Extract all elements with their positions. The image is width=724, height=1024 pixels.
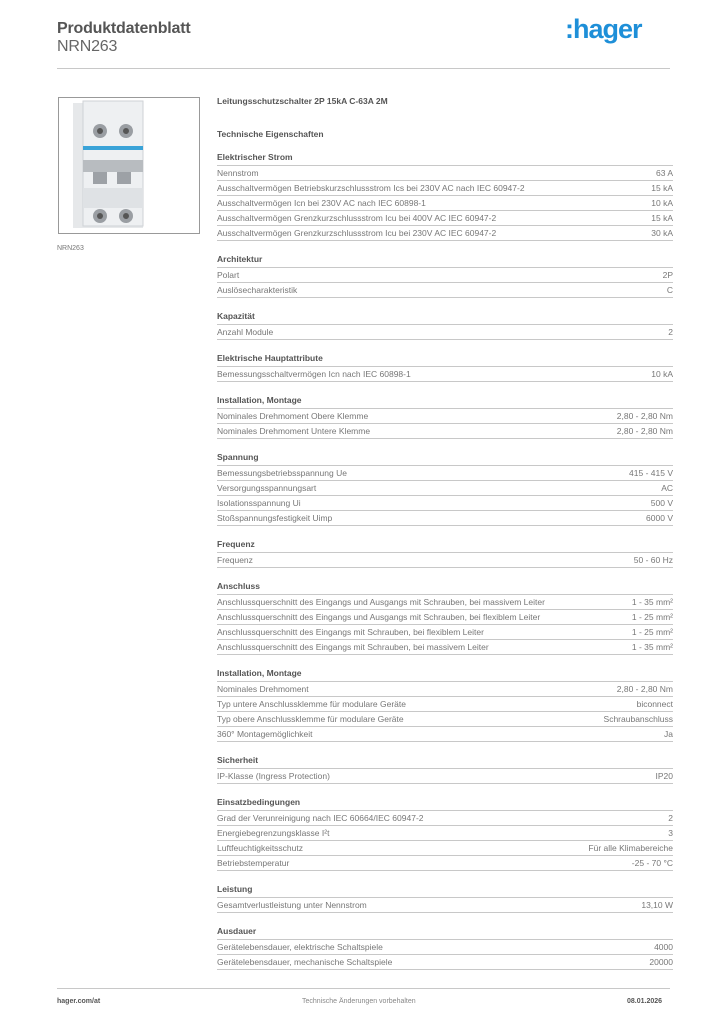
spec-label: Luftfeuchtigkeitsschutz [217,843,303,853]
spec-value: 1 - 25 mm² [631,627,673,637]
spec-label: Anschlussquerschnitt des Eingangs und Ausgangs mit Schrauben, bei massivem Leiter [217,597,545,607]
hager-logo: :hager [565,14,642,44]
spec-label: Gerätelebensdauer, elektrische Schaltspiele [217,942,383,952]
spec-value: biconnect [636,699,673,709]
spec-section [217,884,673,913]
spec-value: Ja [664,729,673,739]
section-heading: Architektur [217,254,673,268]
spec-row [217,841,673,856]
spec-value: 63 A [655,168,673,178]
product-name: Leitungsschutzschalter 2P 15kA C-63A 2M [217,96,388,106]
spec-label: Grad der Verunreinigung nach IEC 60664/IEC 60947-2 [217,813,424,823]
spec-value: 1 - 35 mm² [631,642,673,652]
spec-label: Typ untere Anschlussklemme für modulare Geräte [217,699,406,709]
spec-label: Bemessungsschaltvermögen Icn nach IEC 60898-1 [217,369,411,379]
spec-label: 360° Montagemöglichkeit [217,729,313,739]
spec-section [217,152,673,241]
spec-label: Stoßspannungsfestigkeit Uimp [217,513,333,523]
spec-value: 15 kA [651,183,673,193]
spec-value: IP20 [655,771,673,781]
section-heading: Installation, Montage [217,395,673,409]
spec-row [217,211,673,226]
spec-row [217,595,673,610]
spec-value: 2,80 - 2,80 Nm [616,426,673,436]
spec-row [217,424,673,439]
section-heading: Ausdauer [217,926,673,940]
spec-value: 50 - 60 Hz [633,555,673,565]
section-heading: Kapazität [217,311,673,325]
footer-disclaimer: Technische Änderungen vorbehalten [302,998,416,1005]
spec-row [217,640,673,655]
spec-row [217,166,673,181]
section-heading: Elektrischer Strom [217,152,673,166]
spec-label: Nominales Drehmoment Untere Klemme [217,426,371,436]
spec-row [217,481,673,496]
spec-value: 2,80 - 2,80 Nm [616,411,673,421]
tech-properties-title: Technische Eigenschaften [217,129,324,139]
section-heading: Frequenz [217,539,673,553]
spec-label: Anschlussquerschnitt des Eingangs mit Schrauben, bei massivem Leiter [217,642,489,652]
spec-row [217,697,673,712]
spec-label: Gesamtverlustleistung unter Nennstrom [217,900,367,910]
spec-row [217,283,673,298]
spec-label: Auslösecharakteristik [217,285,298,295]
spec-value: 2,80 - 2,80 Nm [616,684,673,694]
spec-row [217,712,673,727]
spec-content [217,96,673,970]
spec-label: Ausschaltvermögen Betriebskurzschlussstrom Ics bei 230V AC nach IEC 60947-2 [217,183,525,193]
spec-value: 2 [668,327,673,337]
spec-row [217,325,673,340]
spec-value: 4000 [654,942,673,952]
spec-value: -25 - 70 °C [631,858,673,868]
spec-value: 3 [668,828,673,838]
header-divider [57,68,670,69]
spec-label: Nominales Drehmoment Obere Klemme [217,411,369,421]
spec-row [217,625,673,640]
circuit-breaker-icon [59,98,199,233]
spec-row [217,496,673,511]
spec-value: Für alle Klimabereiche [588,843,673,853]
spec-row [217,466,673,481]
spec-label: Typ obere Anschlussklemme für modulare Geräte [217,714,404,724]
spec-section [217,311,673,340]
spec-value: C [666,285,673,295]
spec-row [217,898,673,913]
footer-website-link[interactable]: hager.com/at [57,998,101,1005]
spec-row [217,769,673,784]
spec-label: IP-Klasse (Ingress Protection) [217,771,330,781]
spec-section [217,797,673,871]
spec-section [217,926,673,970]
spec-section [217,353,673,382]
spec-value: 2P [662,270,673,280]
section-heading: Einsatzbedingungen [217,797,673,811]
spec-value: 1 - 25 mm² [631,612,673,622]
spec-label: Anzahl Module [217,327,274,337]
spec-label: Nennstrom [217,168,259,178]
spec-value: 415 - 415 V [629,468,673,478]
section-heading: Leistung [217,884,673,898]
spec-row [217,940,673,955]
product-image [58,97,200,234]
spec-label: Gerätelebensdauer, mechanische Schaltspiele [217,957,393,967]
spec-section [217,452,673,526]
spec-row [217,811,673,826]
spec-value: 20000 [649,957,673,967]
spec-label: Versorgungsspannungsart [217,483,317,493]
spec-row [217,826,673,841]
spec-row [217,226,673,241]
spec-row [217,610,673,625]
spec-label: Ausschaltvermögen Grenzkurzschlussstrom Icu bei 400V AC IEC 60947-2 [217,213,497,223]
spec-label: Nominales Drehmoment [217,684,309,694]
spec-label: Ausschaltvermögen Grenzkurzschlussstrom Icu bei 230V AC IEC 60947-2 [217,228,497,238]
spec-row [217,268,673,283]
spec-label: Ausschaltvermögen Icn bei 230V AC nach IEC 60898-1 [217,198,426,208]
spec-label: Frequenz [217,555,253,565]
spec-row [217,955,673,970]
spec-value: Schraubanschluss [603,714,673,724]
image-caption: NRN263 [57,245,84,252]
spec-value: 6000 V [646,513,673,523]
spec-value: 13,10 W [641,900,673,910]
spec-value: 30 kA [651,228,673,238]
spec-row [217,367,673,382]
section-heading: Installation, Montage [217,668,673,682]
spec-value: 15 kA [651,213,673,223]
spec-value: 1 - 35 mm² [631,597,673,607]
spec-section [217,668,673,742]
spec-section [217,581,673,655]
product-code: NRN263 [57,38,118,55]
spec-sections [217,152,673,970]
spec-row [217,727,673,742]
spec-row [217,856,673,871]
footer-divider [57,988,670,989]
section-heading: Anschluss [217,581,673,595]
section-heading: Sicherheit [217,755,673,769]
spec-row [217,682,673,697]
footer-date: 08.01.2026 [627,998,663,1005]
section-heading: Elektrische Hauptattribute [217,353,673,367]
spec-label: Bemessungsbetriebsspannung Ue [217,468,347,478]
spec-label: Energiebegrenzungsklasse I²t [217,828,330,838]
spec-row [217,196,673,211]
spec-label: Betriebstemperatur [217,858,290,868]
spec-label: Isolationsspannung Ui [217,498,301,508]
spec-value: 2 [668,813,673,823]
spec-label: Anschlussquerschnitt des Eingangs mit Schrauben, bei flexiblem Leiter [217,627,484,637]
spec-section [217,755,673,784]
spec-value: 500 V [650,498,673,508]
spec-label: Anschlussquerschnitt des Eingangs und Ausgangs mit Schrauben, bei flexiblem Leiter [217,612,541,622]
spec-section [217,539,673,568]
spec-section [217,395,673,439]
spec-row [217,409,673,424]
spec-row [217,181,673,196]
spec-row [217,553,673,568]
spec-value: 10 kA [651,198,673,208]
spec-label: Polart [217,270,240,280]
spec-section [217,254,673,298]
section-heading: Spannung [217,452,673,466]
spec-row [217,511,673,526]
spec-value: AC [661,483,673,493]
spec-value: 10 kA [651,369,673,379]
page-title: Produktdatenblatt [57,20,191,37]
